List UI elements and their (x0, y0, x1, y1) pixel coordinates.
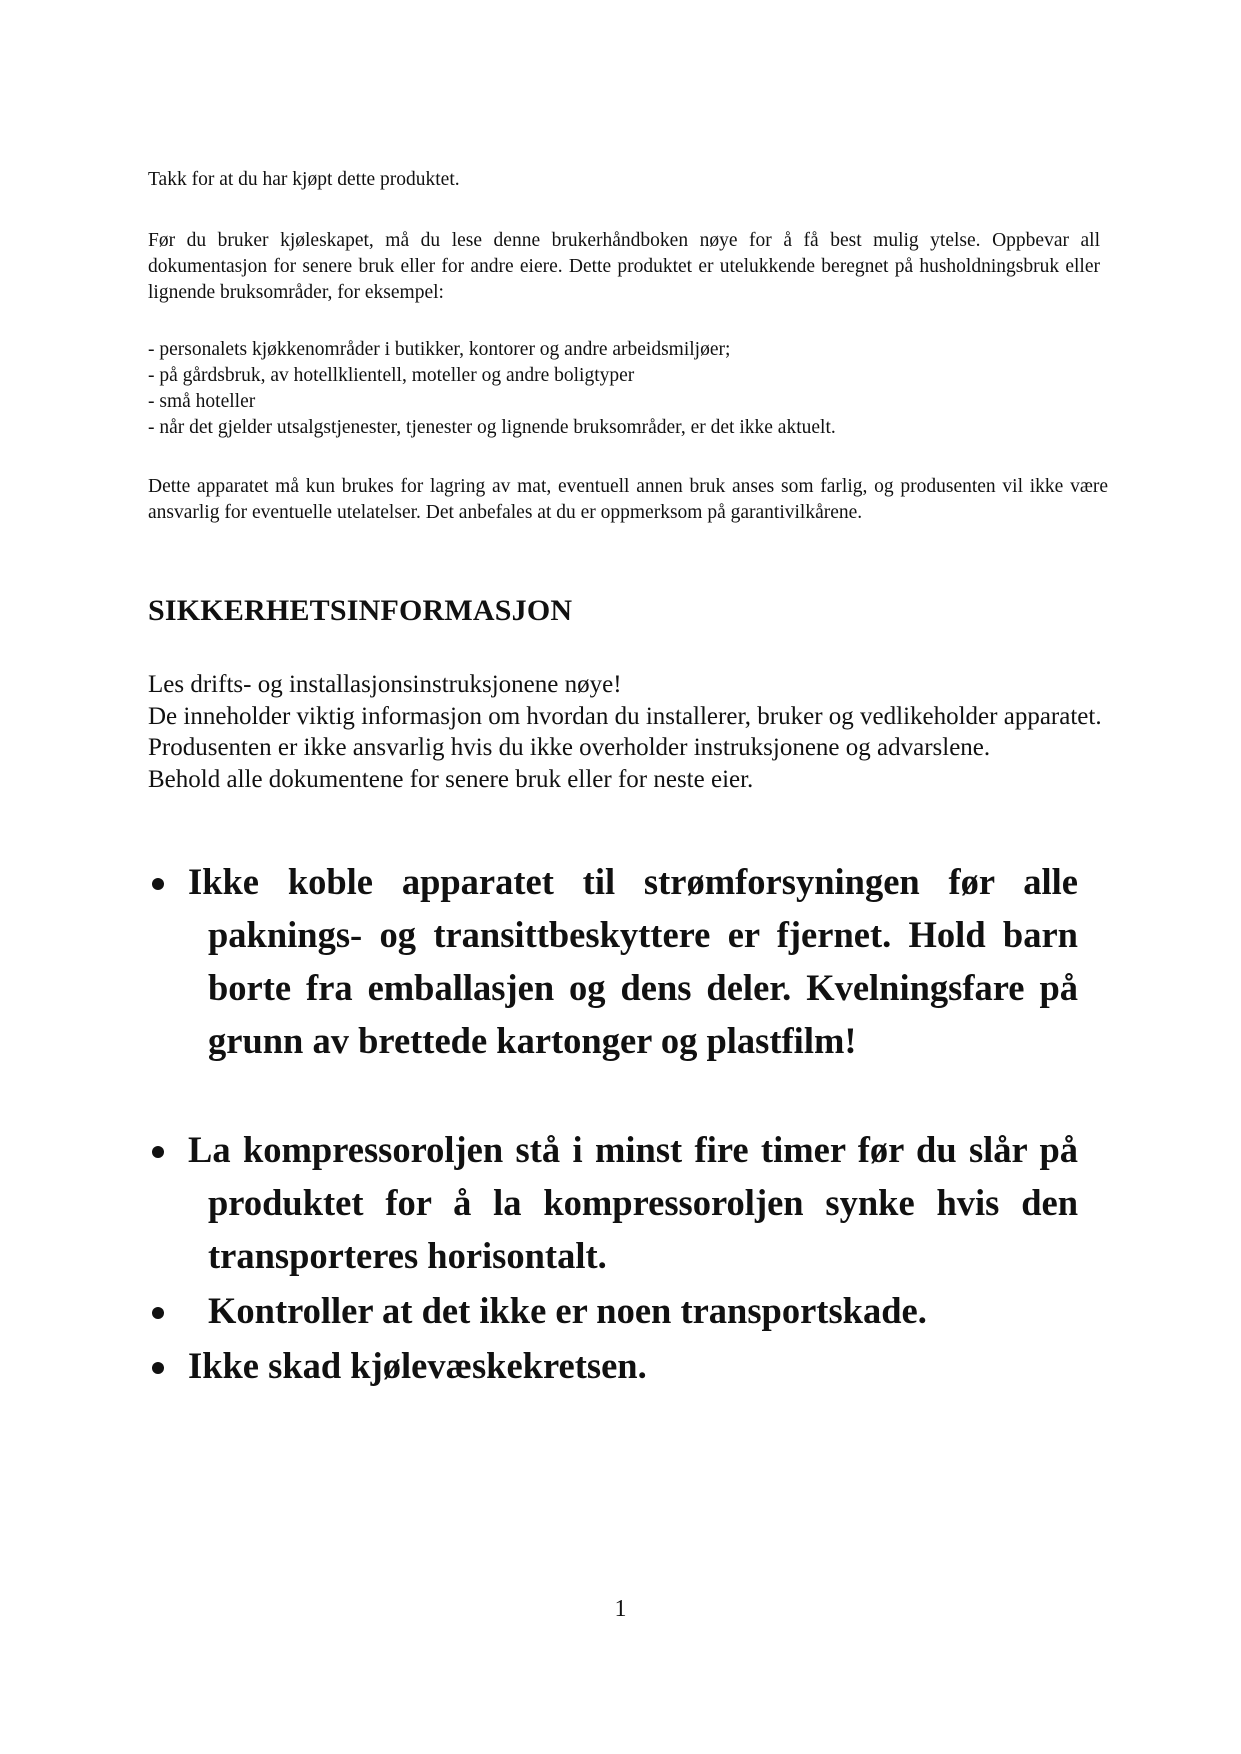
safety-bullet-item (148, 855, 1078, 1067)
usage-list-item: - på gårdsbruk, av hotellklientell, moteller og andre boligtyper (148, 365, 635, 386)
safety-bullet-text: Kontroller at det ikke er noen transportskade. (208, 1290, 927, 1331)
usage-list-item: - små hoteller (148, 391, 256, 412)
safety-bullet-item (148, 1284, 1078, 1337)
safety-bullet-text: La kompressoroljen stå i minst fire timer før du slår på produktet for å la kompressoroljen synke hvis den transporteres horisontalt. (188, 1129, 1078, 1276)
intro-paragraph-2-text: Dette apparatet må kun brukes for lagring av mat, eventuell annen bruk anses som farlig, og produsenten vil ikke være ansvarlig for eventuelle utelatelser. Det anbefales at du er oppmerksom på garantivilkårene. (148, 476, 1108, 523)
safety-intro-line: Les drifts- og installasjonsinstruksjonene nøye! (148, 671, 622, 698)
safety-heading: SIKKERHETSINFORMASJON (148, 594, 573, 627)
safety-intro-line: Produsenten er ikke ansvarlig hvis du ikke overholder instruksjonene og advarslene. (148, 734, 991, 761)
intro-paragraph-1 (148, 228, 1100, 306)
safety-intro-line: Behold alle dokumentene for senere bruk eller for neste eier. (148, 765, 754, 793)
bullet-dot-icon (152, 1146, 164, 1158)
bullet-dot-icon (152, 878, 164, 890)
bullet-dot-icon (152, 1307, 164, 1319)
thanks-text: Takk for at du har kjøpt dette produktet. (148, 169, 460, 190)
intro-paragraph-1-text: Før du bruker kjøleskapet, må du lese denne brukerhåndboken nøye for å få best mulig ytelse. Oppbevar all dokumentasjon for senere bruk eller for andre eiere. Dette produktet er utelukkende beregnet på husholdningsbruk eller lignende bruksområder, for eksempel: (148, 230, 1100, 303)
safety-intro (148, 669, 1108, 795)
bullet-dot-icon (152, 1362, 164, 1374)
intro-paragraph-2 (148, 474, 1108, 526)
safety-bullet-text: Ikke koble apparatet til strømforsyningen før alle paknings- og transittbeskyttere er fjernet. Hold barn borte fra emballasjen og dens deler. Kvelningsfare på grunn av brettede kartonger og plastfilm! (188, 861, 1078, 1061)
safety-bullet-item (148, 1339, 1078, 1392)
safety-bullet-item (148, 1123, 1078, 1282)
safety-bullet-text: Ikke skad kjølevæskekretsen. (188, 1345, 647, 1386)
intro-thanks (148, 167, 1088, 193)
intro-usage-list (148, 337, 1088, 441)
page-number: 1 (614, 1596, 627, 1622)
usage-list-item: - når det gjelder utsalgstjenester, tjenester og lignende bruksområder, er det ikke aktuelt. (148, 417, 836, 438)
usage-list-item: - personalets kjøkkenområder i butikker, kontorer og andre arbeidsmiljøer; (148, 339, 731, 360)
safety-intro-line: De inneholder viktig informasjon om hvordan du installerer, bruker og vedlikeholder apparatet. (148, 702, 1102, 730)
